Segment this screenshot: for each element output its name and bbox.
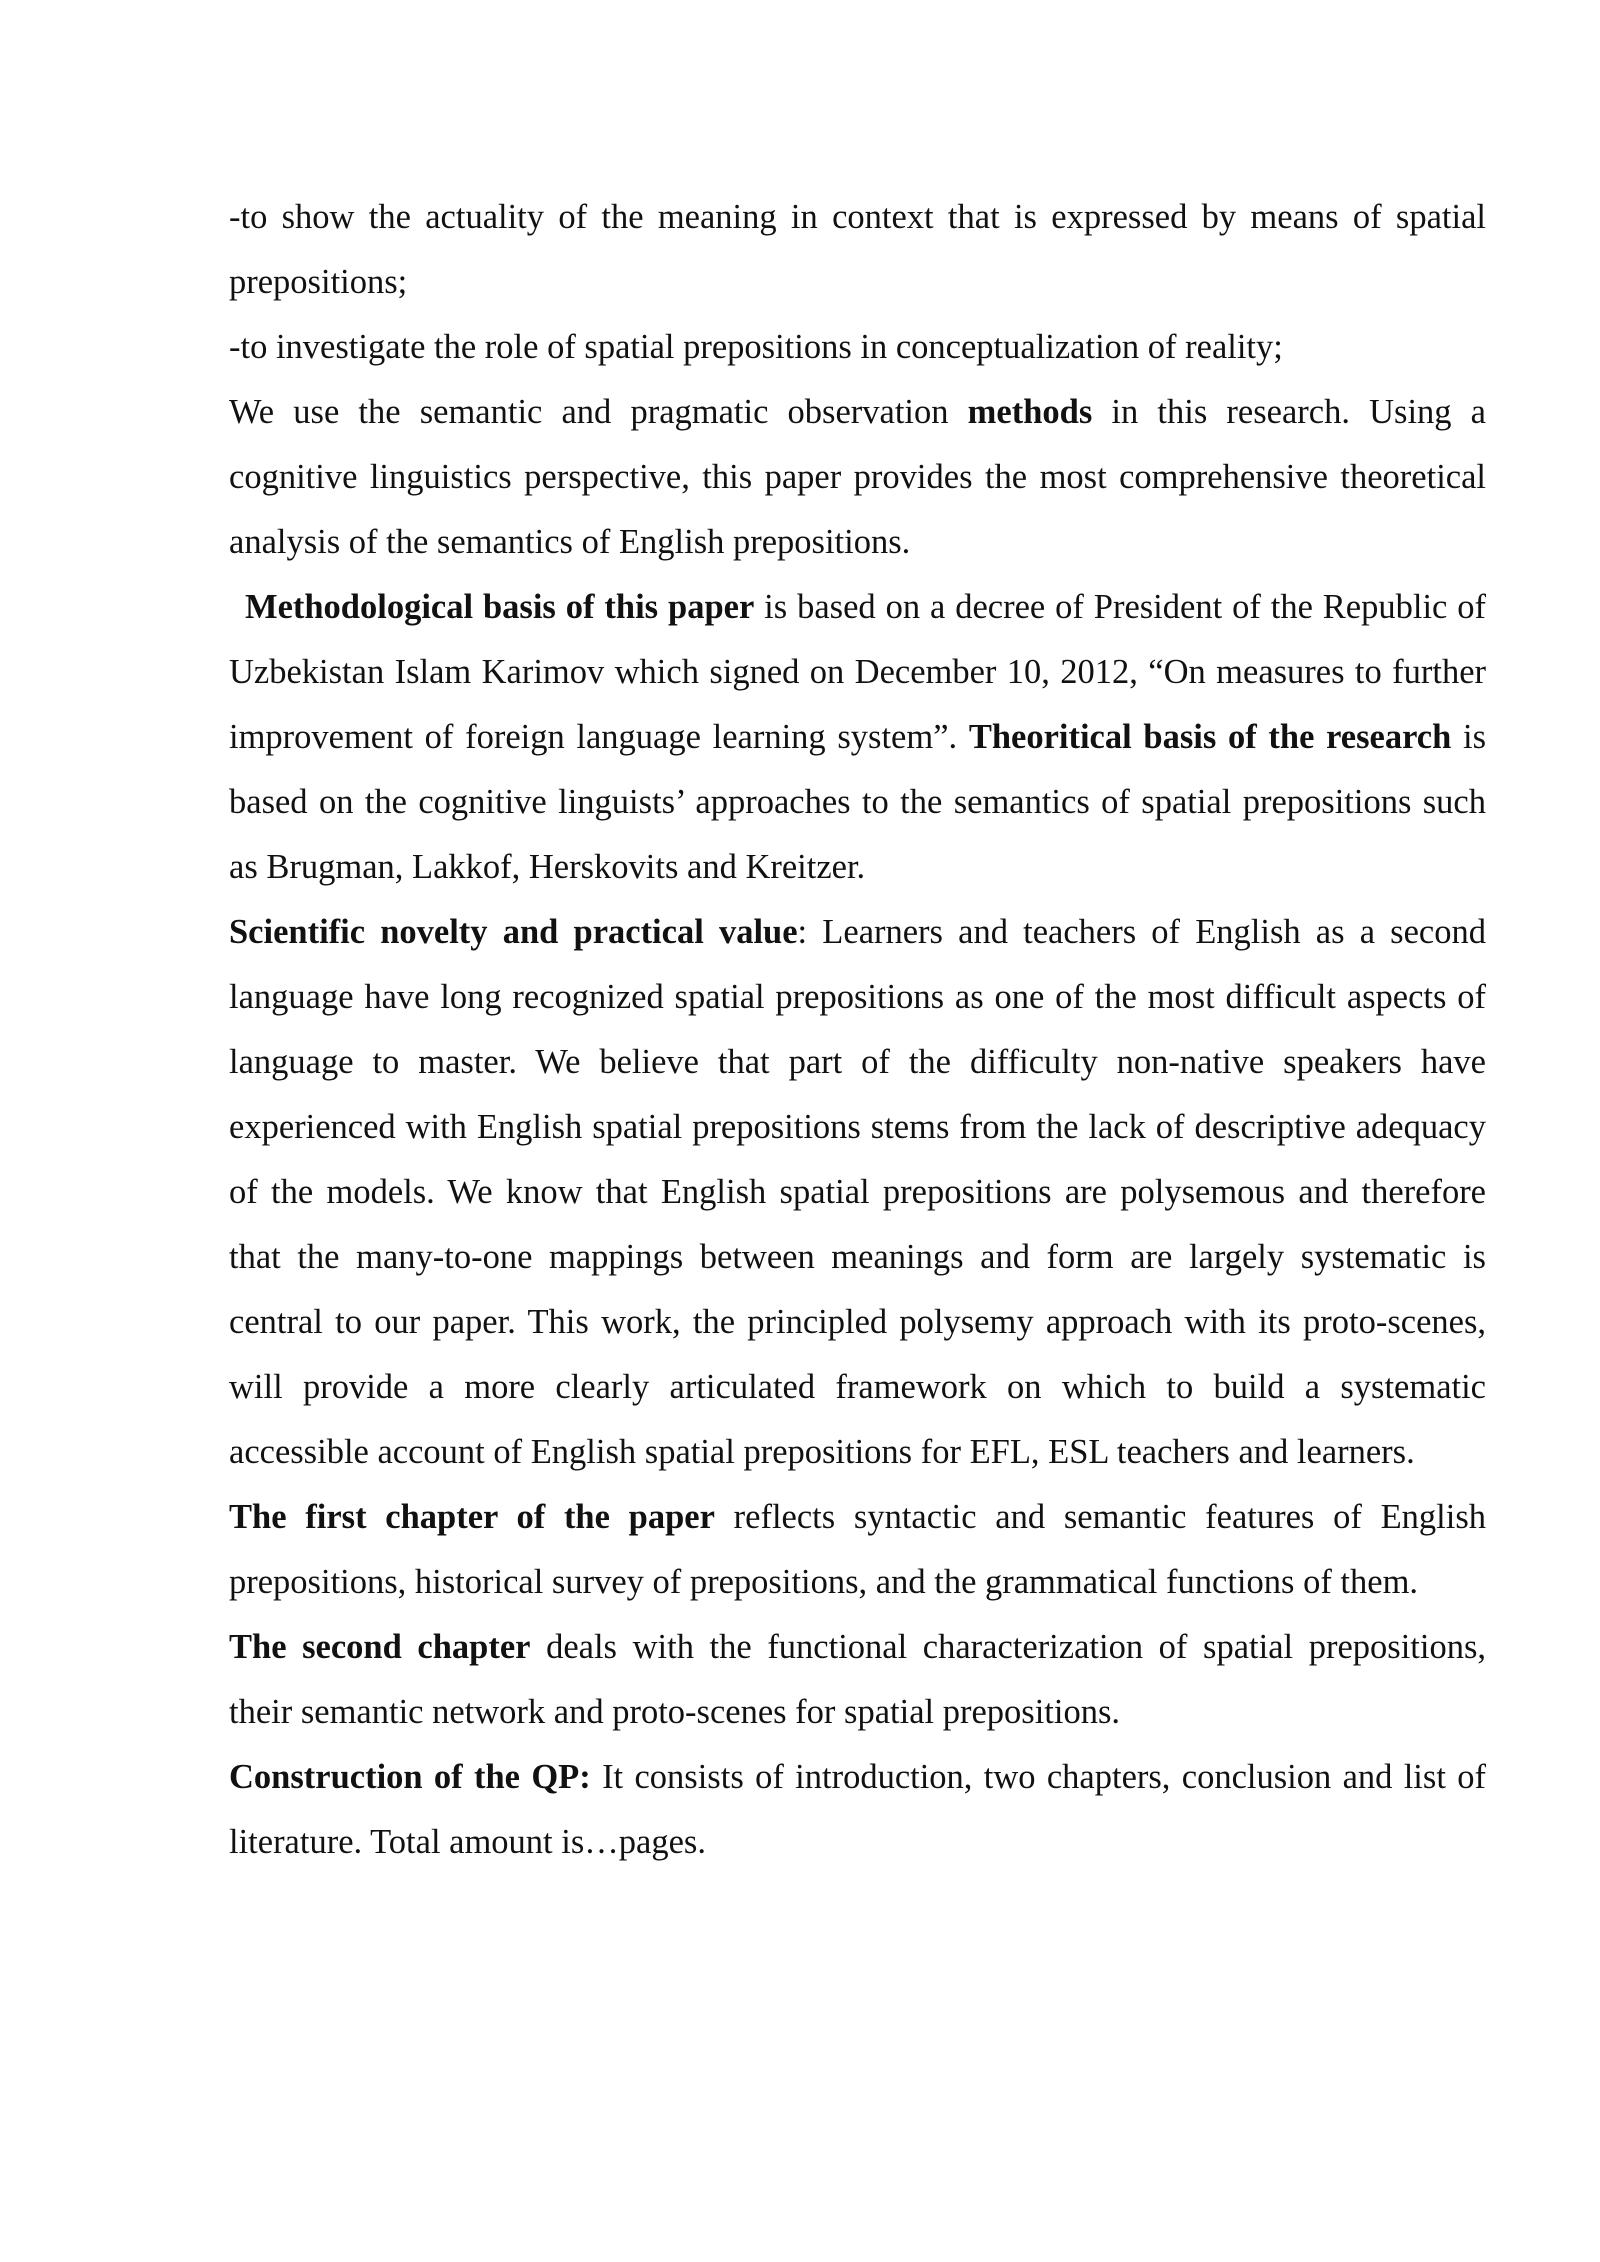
methodological-basis-heading: Methodological basis of this paper bbox=[245, 588, 755, 626]
aim-item-actuality bbox=[229, 185, 1486, 315]
paragraph-text: : Learners and teachers of English as a second language have long recognized spatial prepositions as one of the most difficult aspects of language to master. We believe that part of the difficulty non-native speakers have experienced with English spatial prepositions stems from the lack of descriptive adequacy of the models. We know that English spatial prepositions are polysemous and therefore that the many-to-one mappings between meanings and form are largely systematic is central to our paper. This work, the principled polysemy approach with its proto-scenes, will provide a more clearly articulated framework on which to build a systematic accessible account of English spatial prepositions for EFL, ESL teachers and learners. bbox=[229, 913, 1486, 1471]
construction-heading: Construction of the QP: bbox=[229, 1758, 591, 1796]
paragraph-text: deals with the functional characterization of spatial prepositions, their semantic network and proto-scenes for spatial prepositions. bbox=[229, 1628, 1486, 1731]
methods-term: methods bbox=[967, 393, 1093, 431]
second-chapter-paragraph bbox=[229, 1615, 1486, 1745]
novelty-heading: Scientific novelty and practical value bbox=[229, 913, 798, 951]
theoretical-basis-heading: Theoritical basis of the research bbox=[968, 718, 1452, 756]
paragraph-text: It consists of introduction, two chapters, conclusion and list of literature. Total amount is…pages. bbox=[229, 1758, 1486, 1861]
first-chapter-paragraph bbox=[229, 1485, 1486, 1615]
methodological-basis-paragraph bbox=[229, 575, 1486, 900]
first-chapter-heading: The first chapter of the paper bbox=[229, 1498, 715, 1536]
aim-item-conceptualization bbox=[229, 315, 1486, 380]
paragraph-text: is based on the cognitive linguists’ approaches to the semantics of spatial prepositions such as Brugman, Lakkof, Herskovits and Kreitzer. bbox=[229, 718, 1486, 886]
paragraph-text: We use the semantic and pragmatic observation bbox=[229, 393, 968, 431]
paragraph-text: is based on a decree of President of the Republic of Uzbekistan Islam Karimov which signed on December 10, 2012, “On measures to further improvement of foreign language learning system”. bbox=[229, 588, 1486, 756]
document-page bbox=[229, 185, 1486, 1875]
paragraph-text: in this research. Using a cognitive linguistics perspective, this paper provides the most comprehensive theoretical analysis of the semantics of English prepositions. bbox=[229, 393, 1486, 561]
novelty-paragraph bbox=[229, 900, 1486, 1485]
methods-paragraph bbox=[229, 380, 1486, 575]
paragraph-text: -to investigate the role of spatial prepositions in conceptualization of reality; bbox=[229, 328, 1283, 366]
paragraph-text: reflects syntactic and semantic features of English prepositions, historical survey of prepositions, and the grammatical functions of them. bbox=[229, 1498, 1486, 1601]
construction-paragraph bbox=[229, 1745, 1486, 1875]
paragraph-text: -to show the actuality of the meaning in context that is expressed by means of spatial prepositions; bbox=[229, 198, 1486, 301]
second-chapter-heading: The second chapter bbox=[229, 1628, 531, 1666]
